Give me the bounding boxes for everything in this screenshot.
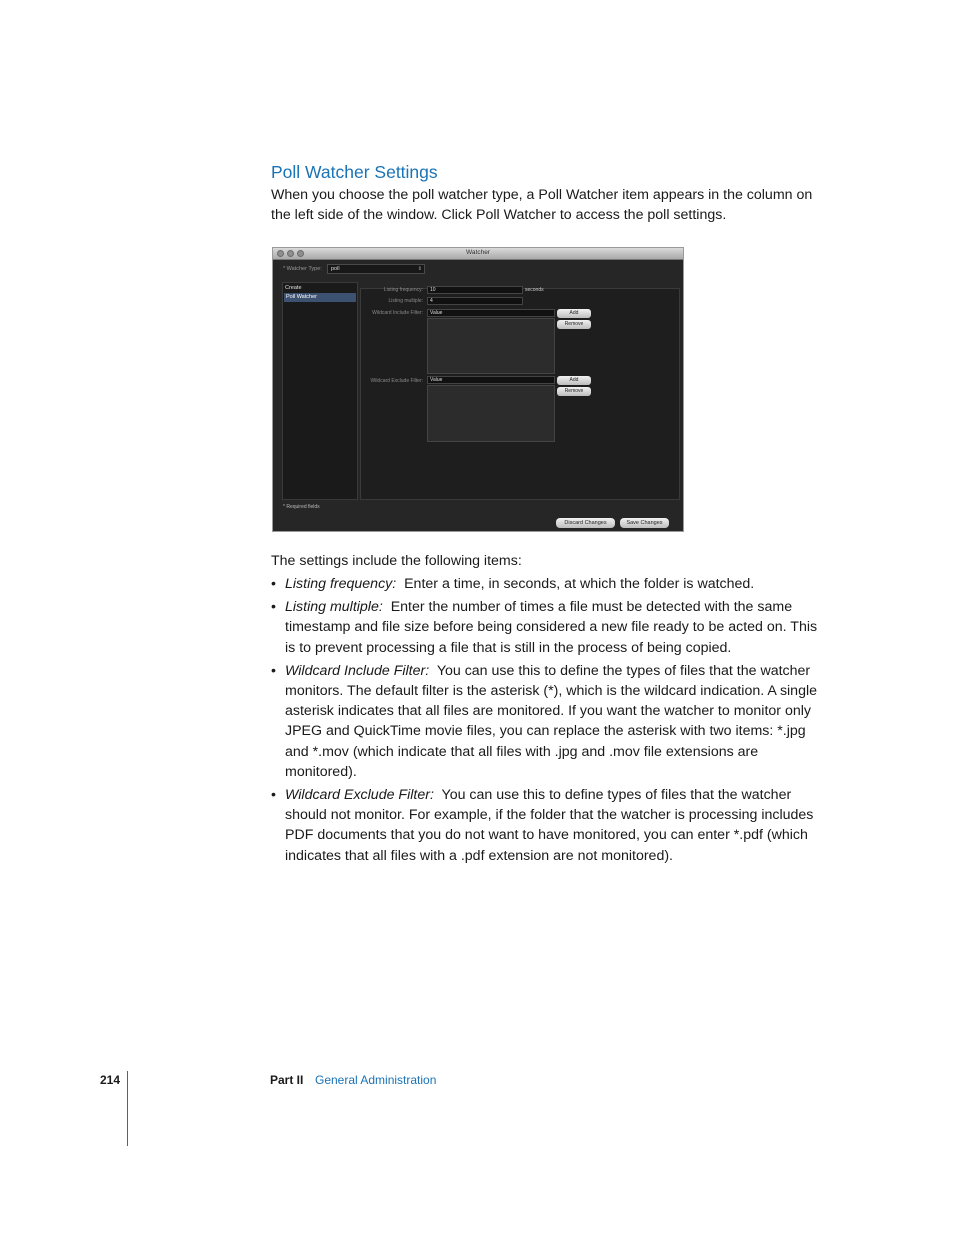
exclude-add-button[interactable]: Add xyxy=(557,376,591,385)
list-item xyxy=(271,597,826,658)
setting-term: Listing frequency: xyxy=(285,576,397,592)
chevron-updown-icon: ⇕ xyxy=(417,266,422,272)
bullet-icon: • xyxy=(271,662,276,679)
footer-divider xyxy=(127,1071,128,1146)
include-remove-button[interactable]: Remove xyxy=(557,320,591,329)
watcher-type-label: * Watcher Type: xyxy=(283,266,322,272)
exclude-filter-list[interactable] xyxy=(427,385,555,442)
part-label: Part II xyxy=(270,1073,304,1087)
bullet-icon: • xyxy=(271,787,276,804)
section-title: Poll Watcher Settings xyxy=(271,162,438,182)
setting-description: You can use this to define types of files that the watcher should not monitor. For example, if the folder that the watcher is processing includes PDF documents that you do not want to have monitored, you can enter *.pdf (which indicates that all files with a .pdf extension are not monitored). xyxy=(285,787,814,864)
setting-description: You can use this to define the types of files that the watcher monitors. The default filter is the asterisk (*), which is the wildcard indication. A single asterisk indicates that all files are monitored. If you want the watcher to monitor only JPEG and QuickTime movie files, you can replace the asterisk with two items: *.jpg and *.mov (which indicate that all files with .jpg and .mov file extensions are monitored). xyxy=(285,662,818,780)
watcher-type-value: poll xyxy=(331,266,340,272)
intro-paragraph: When you choose the poll watcher type, a Poll Watcher item appears in the column on the left side of the window. Click Poll Watcher to access the poll settings. xyxy=(271,187,813,223)
listing-multiple-label: Listing multiple: xyxy=(388,298,423,304)
exclude-remove-button[interactable]: Remove xyxy=(557,387,591,396)
exclude-filter-label: Wildcard Exclude Filter: xyxy=(370,378,423,384)
exclude-filter-header: Value xyxy=(427,376,555,384)
listing-frequency-label: Listing frequency: xyxy=(383,287,423,293)
part-title-link[interactable]: General Administration xyxy=(315,1073,437,1087)
window-titlebar xyxy=(273,248,683,260)
include-filter-list[interactable] xyxy=(427,318,555,374)
setting-term: Wildcard Include Filter: xyxy=(285,662,430,679)
setting-description: Enter a time, in seconds, at which the folder is watched. xyxy=(404,576,755,592)
watcher-window-screenshot xyxy=(272,247,684,532)
listing-multiple-input[interactable]: 4 xyxy=(427,297,523,305)
list-item xyxy=(271,574,826,594)
required-fields-note: * Required fields xyxy=(283,504,320,510)
setting-term: Wildcard Exclude Filter: xyxy=(285,787,434,804)
listing-frequency-input[interactable]: 10 xyxy=(427,286,523,294)
include-add-button[interactable]: Add xyxy=(557,309,591,318)
save-changes-button[interactable]: Save Changes xyxy=(620,518,669,528)
discard-changes-button[interactable]: Discard Changes xyxy=(556,518,615,528)
bullet-icon: • xyxy=(271,576,276,592)
page-number: 214 xyxy=(100,1073,121,1087)
setting-description: Enter the number of times a file must be detected with the same timestamp and file size before being considered a new file ready to be acted on. This is to prevent processing a file that is still in the process of being copied. xyxy=(285,599,818,656)
settings-list xyxy=(271,574,826,869)
list-item xyxy=(271,785,826,866)
watcher-type-select[interactable] xyxy=(327,264,425,274)
settings-intro: The settings include the following items: xyxy=(271,553,522,569)
listing-frequency-unit: seconds xyxy=(525,287,544,293)
sidebar-item-poll-watcher[interactable]: Poll Watcher xyxy=(284,293,356,302)
bullet-icon: • xyxy=(271,599,276,616)
include-filter-label: Wildcard Include Filter: xyxy=(372,310,423,316)
window-title: Watcher xyxy=(466,249,490,256)
setting-term: Listing multiple: xyxy=(285,599,383,616)
sidebar-header-create: Create xyxy=(285,285,302,291)
list-item xyxy=(271,661,826,782)
include-filter-header: Value xyxy=(427,309,555,317)
watcher-sidebar xyxy=(282,282,358,500)
